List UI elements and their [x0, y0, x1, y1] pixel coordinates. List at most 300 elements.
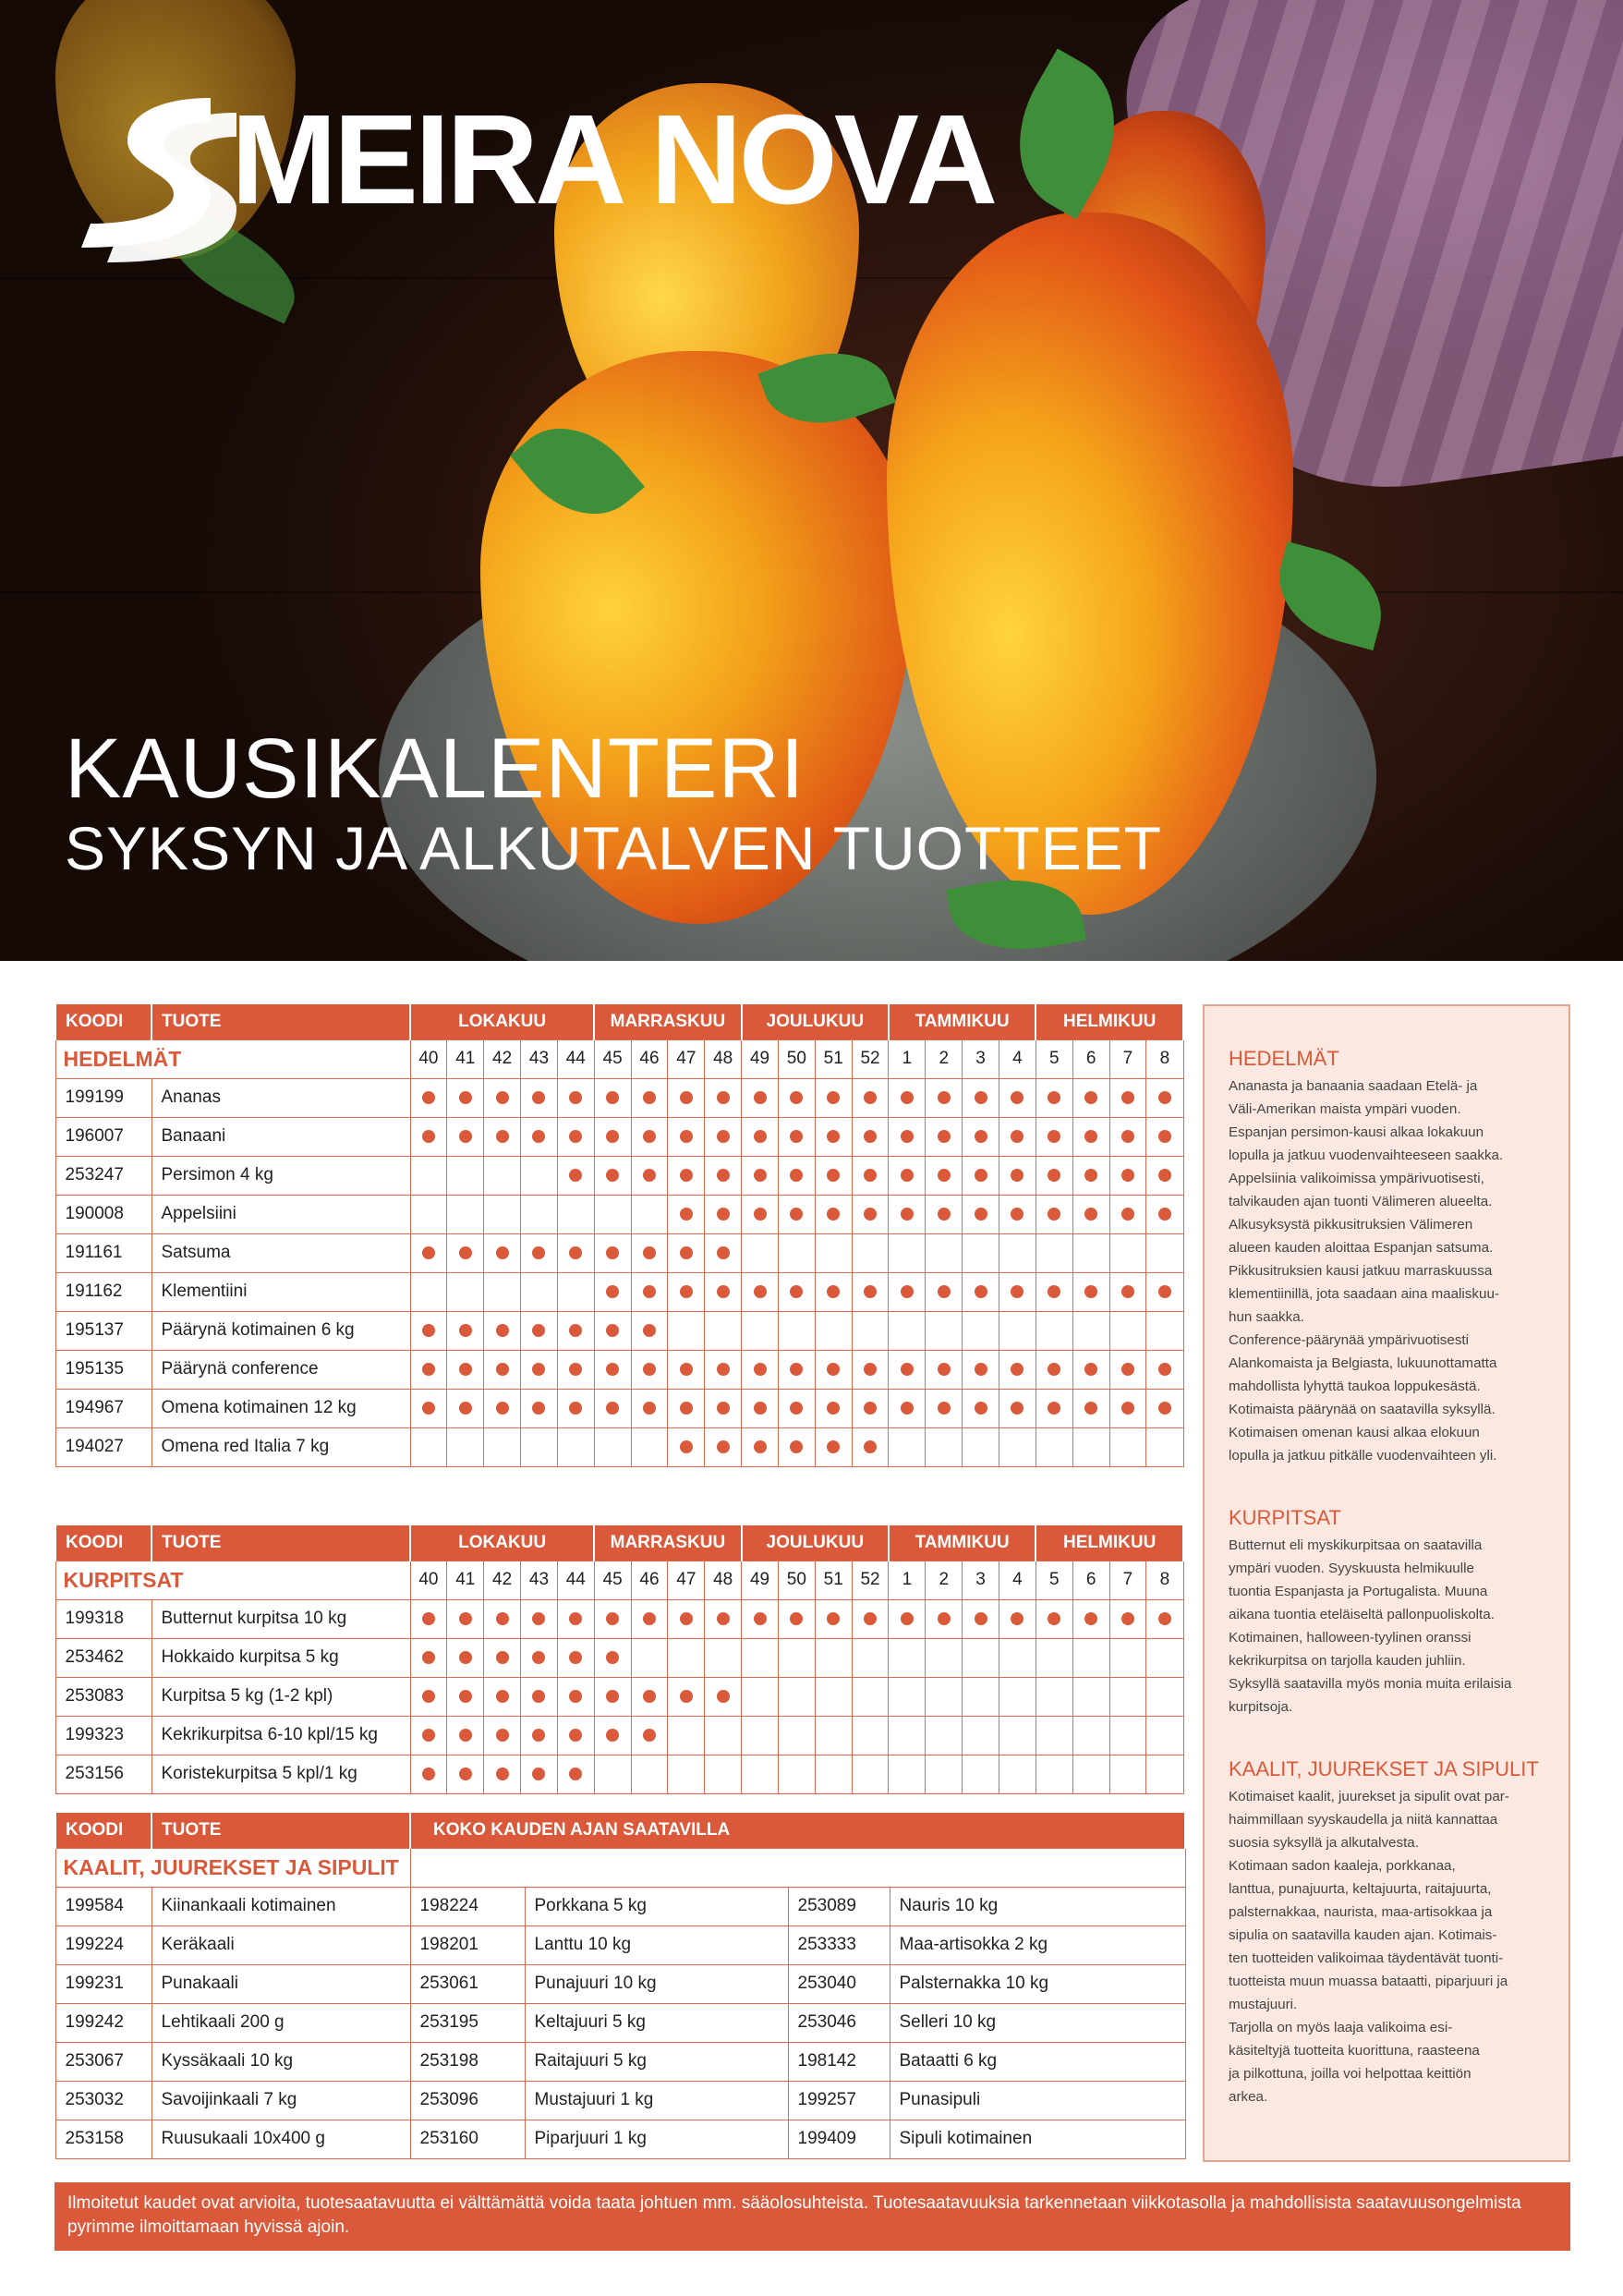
week-cell — [1072, 1389, 1109, 1427]
week-cell — [705, 1156, 742, 1195]
availability-dot — [975, 1402, 987, 1415]
week-cell — [742, 1117, 779, 1156]
availability-dot — [459, 1324, 472, 1337]
product-name: Kyssäkaali 10 kg — [151, 2042, 410, 2081]
week-cell — [778, 1716, 815, 1755]
product-name: Lanttu 10 kg — [525, 1925, 788, 1964]
week-cell — [742, 1350, 779, 1389]
availability-dot — [790, 1208, 803, 1221]
week-number: 47 — [668, 1039, 705, 1078]
product-name: Punajuuri 10 kg — [525, 1964, 788, 2003]
week-cell — [963, 1350, 999, 1389]
week-cell — [447, 1156, 484, 1195]
week-cell — [705, 1427, 742, 1466]
availability-dot — [422, 1130, 435, 1143]
product-code: 199584 — [55, 1887, 151, 1925]
availability-dot — [790, 1091, 803, 1104]
product-code: 196007 — [55, 1117, 151, 1156]
week-number: 40 — [410, 1039, 447, 1078]
availability-dot — [975, 1169, 987, 1182]
product-code: 198142 — [788, 2042, 890, 2081]
availability-dot — [606, 1169, 619, 1182]
availability-dot — [754, 1363, 767, 1376]
availability-dot — [606, 1612, 619, 1625]
week-cell — [778, 1195, 815, 1233]
week-cell — [1072, 1156, 1109, 1195]
week-cell — [705, 1078, 742, 1117]
week-cell — [668, 1350, 705, 1389]
availability-dot — [532, 1651, 545, 1664]
week-cell — [889, 1427, 926, 1466]
product-name: Päärynä kotimainen 6 kg — [151, 1311, 410, 1350]
week-cell — [1146, 1427, 1183, 1466]
table-header — [55, 1525, 1183, 1561]
week-cell — [999, 1311, 1036, 1350]
week-cell — [1072, 1117, 1109, 1156]
week-number: 44 — [557, 1039, 594, 1078]
week-cell — [557, 1311, 594, 1350]
week-cell — [594, 1599, 631, 1638]
week-cell — [631, 1716, 668, 1755]
week-cell — [1036, 1117, 1072, 1156]
week-cell — [410, 1755, 447, 1793]
availability-dot — [532, 1768, 545, 1780]
availability-dot — [1158, 1285, 1171, 1298]
availability-dot — [606, 1246, 619, 1259]
product-code: 253333 — [788, 1925, 890, 1964]
header-all-season: KOKO KAUDEN AJAN SAATAVILLA — [410, 1813, 1185, 1848]
product-code: 199242 — [55, 2003, 151, 2042]
week-cell — [447, 1389, 484, 1427]
availability-dot — [680, 1130, 693, 1143]
week-cell — [926, 1311, 963, 1350]
week-number: 49 — [742, 1039, 779, 1078]
availability-dot — [496, 1768, 509, 1780]
availability-dot — [496, 1130, 509, 1143]
availability-dot — [680, 1402, 693, 1415]
table-row — [55, 1195, 1183, 1233]
week-cell — [668, 1677, 705, 1716]
week-cell — [410, 1389, 447, 1427]
availability-dot — [680, 1246, 693, 1259]
availability-dot — [606, 1363, 619, 1376]
week-cell — [926, 1272, 963, 1311]
week-cell — [631, 1156, 668, 1195]
week-cell — [889, 1156, 926, 1195]
table-row — [55, 1638, 1183, 1677]
availability-dot — [827, 1363, 840, 1376]
week-cell — [963, 1311, 999, 1350]
availability-dot — [975, 1612, 987, 1625]
week-cell — [1109, 1427, 1146, 1466]
table-row — [55, 1716, 1183, 1755]
availability-dot — [569, 1402, 582, 1415]
week-cell — [1146, 1311, 1183, 1350]
week-cell — [557, 1599, 594, 1638]
week-cell — [557, 1233, 594, 1272]
week-cell — [778, 1350, 815, 1389]
week-cell — [852, 1233, 889, 1272]
availability-dot — [790, 1612, 803, 1625]
week-cell — [963, 1677, 999, 1716]
availability-dot — [680, 1690, 693, 1703]
week-cell — [889, 1677, 926, 1716]
cabbages-info-title: KAALIT, JUUREKSET JA SIPULIT — [1229, 1757, 1539, 1780]
week-cell — [742, 1427, 779, 1466]
week-cell — [1109, 1195, 1146, 1233]
category-row — [55, 1848, 1185, 1887]
week-cell — [1072, 1311, 1109, 1350]
availability-dot — [864, 1440, 877, 1453]
product-code: 253247 — [55, 1156, 151, 1195]
week-cell — [521, 1117, 558, 1156]
availability-dot — [827, 1208, 840, 1221]
availability-dot — [717, 1208, 730, 1221]
week-cell — [778, 1233, 815, 1272]
week-cell — [447, 1427, 484, 1466]
week-cell — [1072, 1427, 1109, 1466]
week-cell — [1109, 1311, 1146, 1350]
week-cell — [447, 1716, 484, 1755]
week-cell — [668, 1599, 705, 1638]
week-cell — [705, 1195, 742, 1233]
availability-dot — [1121, 1169, 1134, 1182]
week-cell — [999, 1638, 1036, 1677]
week-cell — [889, 1195, 926, 1233]
week-cell — [963, 1117, 999, 1156]
week-number: 1 — [889, 1039, 926, 1078]
week-cell — [1109, 1272, 1146, 1311]
availability-dot — [1011, 1130, 1023, 1143]
availability-dot — [532, 1091, 545, 1104]
week-cell — [410, 1716, 447, 1755]
week-cell — [631, 1078, 668, 1117]
availability-dot — [680, 1612, 693, 1625]
product-code: 198201 — [410, 1925, 525, 1964]
product-name: Omena red Italia 7 kg — [151, 1427, 410, 1466]
week-cell — [778, 1156, 815, 1195]
product-code: 190008 — [55, 1195, 151, 1233]
week-cell — [1072, 1233, 1109, 1272]
header-product: TUOTE — [151, 1004, 410, 1039]
availability-dot — [496, 1363, 509, 1376]
availability-dot — [901, 1169, 914, 1182]
product-name: Sipuli kotimainen — [890, 2120, 1185, 2158]
availability-dot — [1011, 1285, 1023, 1298]
product-name: Nauris 10 kg — [890, 1887, 1185, 1925]
availability-dot — [459, 1402, 472, 1415]
availability-dot — [938, 1363, 951, 1376]
product-code: 199231 — [55, 1964, 151, 2003]
availability-dot — [827, 1440, 840, 1453]
week-cell — [594, 1755, 631, 1793]
week-cell — [963, 1078, 999, 1117]
week-cell — [926, 1638, 963, 1677]
availability-dot — [680, 1169, 693, 1182]
week-number: 3 — [963, 1039, 999, 1078]
week-cell — [889, 1233, 926, 1272]
week-number: 2 — [926, 1561, 963, 1599]
availability-dot — [606, 1285, 619, 1298]
availability-dot — [680, 1285, 693, 1298]
week-cell — [999, 1195, 1036, 1233]
product-code: 253156 — [55, 1755, 151, 1793]
week-number: 48 — [705, 1561, 742, 1599]
week-cell — [1036, 1350, 1072, 1389]
week-cell — [1146, 1389, 1183, 1427]
availability-dot — [569, 1130, 582, 1143]
week-cell — [631, 1117, 668, 1156]
table-row — [55, 1311, 1183, 1350]
week-cell — [484, 1599, 521, 1638]
week-cell — [705, 1638, 742, 1677]
product-name: Maa-artisokka 2 kg — [890, 1925, 1185, 1964]
week-cell — [668, 1272, 705, 1311]
product-code: 253096 — [410, 2081, 525, 2120]
week-cell — [521, 1716, 558, 1755]
week-cell — [999, 1599, 1036, 1638]
availability-dot — [790, 1363, 803, 1376]
week-cell — [410, 1117, 447, 1156]
availability-dot — [1121, 1130, 1134, 1143]
availability-dot — [827, 1612, 840, 1625]
availability-dot — [496, 1651, 509, 1664]
header-month: LOKAKUU — [410, 1525, 594, 1561]
week-cell — [815, 1638, 852, 1677]
availability-dot — [938, 1208, 951, 1221]
week-cell — [889, 1755, 926, 1793]
week-cell — [1072, 1599, 1109, 1638]
week-cell — [1072, 1350, 1109, 1389]
category-label: HEDELMÄT — [55, 1039, 410, 1078]
week-cell — [889, 1599, 926, 1638]
week-cell — [926, 1117, 963, 1156]
product-name: Persimon 4 kg — [151, 1156, 410, 1195]
availability-dot — [1048, 1208, 1060, 1221]
availability-dot — [827, 1091, 840, 1104]
week-cell — [521, 1195, 558, 1233]
week-cell — [852, 1195, 889, 1233]
week-cell — [742, 1078, 779, 1117]
table-row — [55, 1755, 1183, 1793]
availability-dot — [790, 1402, 803, 1415]
cabbages-table — [55, 1813, 1186, 2159]
product-name: Keltajuuri 5 kg — [525, 2003, 788, 2042]
week-cell — [852, 1272, 889, 1311]
week-cell — [668, 1156, 705, 1195]
week-cell — [557, 1156, 594, 1195]
week-cell — [1146, 1350, 1183, 1389]
week-cell — [926, 1716, 963, 1755]
availability-dot — [717, 1091, 730, 1104]
week-cell — [778, 1311, 815, 1350]
week-cell — [926, 1078, 963, 1117]
header-month: HELMIKUU — [1036, 1525, 1183, 1561]
table-row — [55, 2003, 1185, 2042]
week-cell — [447, 1272, 484, 1311]
table-header — [55, 1004, 1183, 1039]
availability-dot — [790, 1285, 803, 1298]
week-cell — [447, 1311, 484, 1350]
availability-dot — [717, 1402, 730, 1415]
availability-dot — [569, 1612, 582, 1625]
week-cell — [410, 1638, 447, 1677]
table-row — [55, 2120, 1185, 2158]
week-cell — [557, 1117, 594, 1156]
week-cell — [705, 1272, 742, 1311]
week-cell — [852, 1350, 889, 1389]
availability-dot — [496, 1729, 509, 1742]
availability-dot — [864, 1169, 877, 1182]
week-cell — [410, 1156, 447, 1195]
week-cell — [594, 1427, 631, 1466]
week-cell — [484, 1755, 521, 1793]
availability-dot — [938, 1612, 951, 1625]
availability-dot — [569, 1651, 582, 1664]
week-number: 7 — [1109, 1039, 1146, 1078]
week-cell — [557, 1716, 594, 1755]
week-cell — [484, 1350, 521, 1389]
availability-dot — [422, 1091, 435, 1104]
week-cell — [1072, 1716, 1109, 1755]
week-cell — [410, 1677, 447, 1716]
week-cell — [594, 1078, 631, 1117]
week-cell — [852, 1117, 889, 1156]
week-cell — [963, 1427, 999, 1466]
week-cell — [594, 1195, 631, 1233]
week-cell — [1146, 1078, 1183, 1117]
availability-dot — [496, 1091, 509, 1104]
availability-dot — [827, 1169, 840, 1182]
week-cell — [1036, 1311, 1072, 1350]
availability-dot — [1158, 1169, 1171, 1182]
week-cell — [742, 1272, 779, 1311]
week-cell — [815, 1755, 852, 1793]
availability-dot — [1084, 1612, 1097, 1625]
week-cell — [778, 1638, 815, 1677]
week-cell — [631, 1755, 668, 1793]
availability-dot — [717, 1285, 730, 1298]
availability-dot — [680, 1440, 693, 1453]
week-cell — [1072, 1195, 1109, 1233]
week-cell — [852, 1311, 889, 1350]
week-number: 50 — [778, 1561, 815, 1599]
header-code: KOODI — [55, 1004, 151, 1039]
week-cell — [484, 1156, 521, 1195]
availability-dot — [754, 1285, 767, 1298]
week-cell — [1036, 1716, 1072, 1755]
week-cell — [999, 1389, 1036, 1427]
week-cell — [631, 1427, 668, 1466]
week-number: 52 — [852, 1039, 889, 1078]
header-month: LOKAKUU — [410, 1004, 594, 1039]
week-cell — [484, 1311, 521, 1350]
availability-dot — [790, 1440, 803, 1453]
product-code: 195137 — [55, 1311, 151, 1350]
product-name: Appelsiini — [151, 1195, 410, 1233]
table-row — [55, 1427, 1183, 1466]
availability-dot — [1158, 1208, 1171, 1221]
week-cell — [521, 1311, 558, 1350]
week-number: 7 — [1109, 1561, 1146, 1599]
week-number: 42 — [484, 1561, 521, 1599]
availability-dot — [569, 1169, 582, 1182]
week-cell — [778, 1389, 815, 1427]
week-cell — [594, 1716, 631, 1755]
week-cell — [889, 1638, 926, 1677]
week-cell — [705, 1755, 742, 1793]
header-month: TAMMIKUU — [889, 1525, 1036, 1561]
availability-dot — [569, 1363, 582, 1376]
availability-dot — [643, 1729, 656, 1742]
availability-dot — [606, 1091, 619, 1104]
week-cell — [926, 1233, 963, 1272]
availability-dot — [532, 1402, 545, 1415]
category-filler — [410, 1848, 1185, 1887]
week-cell — [631, 1272, 668, 1311]
cabbages-info — [1229, 1757, 1544, 2108]
availability-dot — [1011, 1169, 1023, 1182]
header-product: TUOTE — [151, 1813, 410, 1848]
week-cell — [778, 1755, 815, 1793]
availability-dot — [754, 1440, 767, 1453]
availability-dot — [422, 1729, 435, 1742]
availability-dot — [422, 1324, 435, 1337]
week-cell — [1072, 1677, 1109, 1716]
product-name: Raitajuuri 5 kg — [525, 2042, 788, 2081]
week-number: 2 — [926, 1039, 963, 1078]
availability-dot — [606, 1651, 619, 1664]
product-code: 199409 — [788, 2120, 890, 2158]
category-row — [55, 1561, 1183, 1599]
week-cell — [742, 1599, 779, 1638]
week-cell — [484, 1078, 521, 1117]
week-number: 41 — [447, 1039, 484, 1078]
availability-dot — [790, 1169, 803, 1182]
week-cell — [999, 1755, 1036, 1793]
table-row — [55, 1272, 1183, 1311]
week-cell — [1072, 1638, 1109, 1677]
week-cell — [557, 1427, 594, 1466]
week-cell — [1146, 1195, 1183, 1233]
product-code: 253462 — [55, 1638, 151, 1677]
product-code: 253046 — [788, 2003, 890, 2042]
product-code: 198224 — [410, 1887, 525, 1925]
product-code: 253040 — [788, 1964, 890, 2003]
availability-dot — [459, 1612, 472, 1625]
product-name: Kiinankaali kotimainen — [151, 1887, 410, 1925]
week-cell — [668, 1311, 705, 1350]
week-cell — [1109, 1716, 1146, 1755]
availability-dot — [1048, 1130, 1060, 1143]
week-number: 45 — [594, 1039, 631, 1078]
week-cell — [815, 1078, 852, 1117]
header-month: MARRASKUU — [594, 1004, 741, 1039]
product-code: 253195 — [410, 2003, 525, 2042]
week-cell — [963, 1638, 999, 1677]
table-row — [55, 2081, 1185, 2120]
availability-dot — [864, 1612, 877, 1625]
week-cell — [631, 1233, 668, 1272]
availability-dot — [1158, 1091, 1171, 1104]
week-cell — [668, 1755, 705, 1793]
week-cell — [1146, 1156, 1183, 1195]
fruits-calendar-table — [55, 1004, 1184, 1467]
week-number: 8 — [1146, 1561, 1183, 1599]
week-cell — [557, 1389, 594, 1427]
product-name: Koristekurpitsa 5 kpl/1 kg — [151, 1755, 410, 1793]
week-cell — [594, 1117, 631, 1156]
